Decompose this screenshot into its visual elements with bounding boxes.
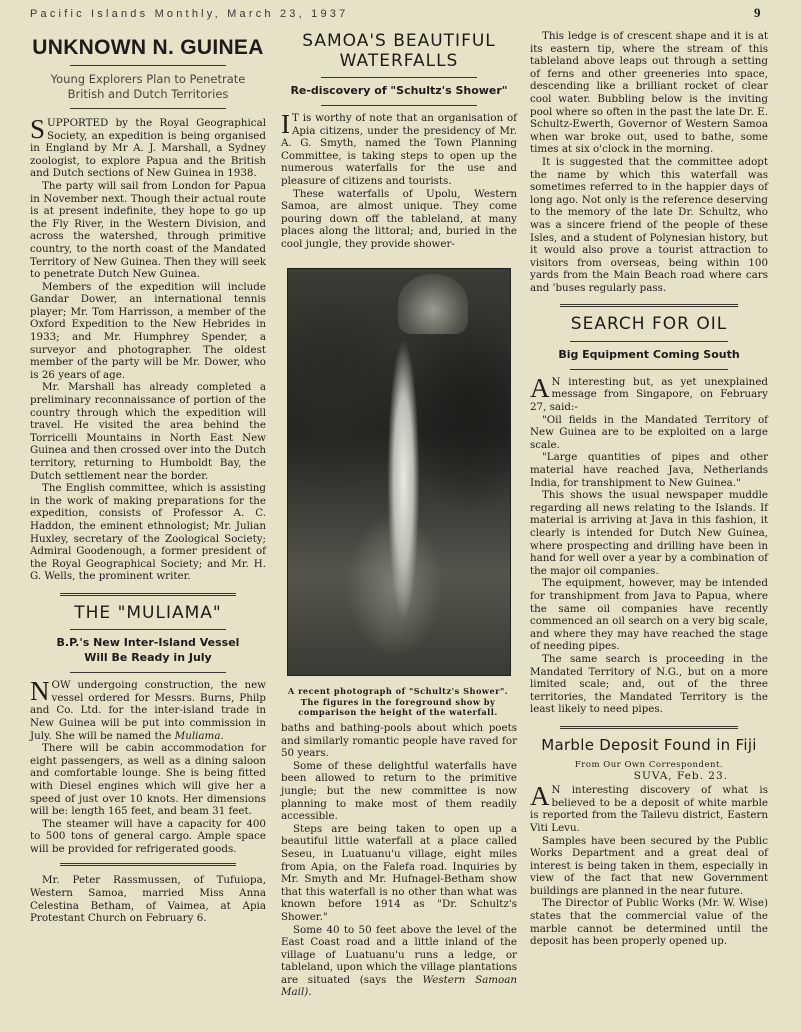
guinea-subheadline: Young Explorers Plan to Penetrate British and Dutch Territories	[50, 72, 246, 102]
photo-caption: A recent photograph of "Schultz's Shower". The figures in the foreground show by comparison the height of the waterfall.	[287, 686, 509, 717]
wedding-notice: Mr. Peter Rassmussen, of Tufuiopa, Western Samoa, married Miss Anna Celestina Betham, of Vaimea, at Apia Protestant Church on February 6.	[30, 874, 266, 925]
divider	[321, 105, 477, 106]
double-divider	[560, 726, 738, 729]
dateline: From Our Own Correspondent.	[574, 760, 724, 771]
place-date: SUVA, Feb. 23.	[633, 770, 728, 783]
source-name: Western Samoan Mail).	[281, 973, 517, 999]
guinea-paragraph: The English committee, which is assisting in the work of making preparations for the expedition, consists of Professor A. C. Haddon, the eminent ethnologist; Mr. Julian Huxley, secretary of the Zoological Society; Admiral Goodenough, a former president of the Royal Geographical Society; and Mr. H. G. Wells, the prominent writer.	[30, 482, 266, 583]
guinea-paragraph: The party will sail from London for Papua in November next. Though their actual route is at present indefinite, they hope to go up the Fly River, in the Western Division, and across the watershed, through primitive country, to the north coast of the Mandated Territory of New Guinea. Then they will seek to penetrate Dutch New Guinea.	[30, 179, 266, 281]
palm-silhouette	[398, 274, 468, 334]
samoa-paragraph	[281, 924, 517, 1000]
samoa-paragraph: Some of these delightful waterfalls have been allowed to return to the primitive jungle; but the new committee is now planning to make most of them readily accessible.	[281, 759, 517, 823]
divider	[570, 341, 728, 342]
oil-article	[530, 372, 768, 716]
oil-paragraph: The equipment, however, may be intended for transhipment from Java to Papua, where the same oil companies have recently commenced an oil search on a very big scale, and where they may have reached the stage of needing pipes.	[530, 577, 768, 653]
column-right	[530, 30, 768, 948]
oil-subheadline: Big Equipment Coming South	[558, 348, 740, 362]
muliama-headline: THE "MULIAMA"	[74, 602, 222, 623]
column-middle	[281, 30, 517, 250]
samoa-paragraph: Steps are being taken to open up a beautiful little waterfall at a place called Seseu, in Luatuanu'u village, eight miles from Apia, on the Falefa road. Inquiries by Mr. Smyth and Mr. Hufnagel-Betham show that this waterfall is no other than what was known before 1914 as "Dr. Schultz's Shower."	[281, 822, 517, 923]
divider	[321, 77, 477, 78]
muliama-paragraph	[30, 676, 266, 742]
divider	[70, 672, 226, 673]
muliama-subheadline: B.P.'s New Inter-Island Vessel Will Be Ready in July	[56, 636, 240, 665]
marble-article	[530, 781, 768, 948]
page-number: 9	[754, 5, 761, 20]
guinea-paragraph: Members of the expedition will include Gandar Dower, an international tennis player; Mr. Tom Harrisson, a member of the Oxford Expedition to the New Hebrides in 1933; and Mr. Humphrey Spender, a surveyor and photographer. The oldest member of the party will be Mr. Dower, who is 26 years of age.	[30, 280, 266, 381]
muliama-article	[30, 676, 266, 855]
ship-name: Muliama.	[174, 729, 224, 742]
samoa-paragraph: It is suggested that the committee adopt the name by which this waterfall was sometimes referred to in the happier days of long ago. Not only is the reference deserving to the memory of the late Dr. Schultz, who was a sincere friend of the people of these Isles, and a student of Polynesian history, but it would also prove a tourist attraction to visitors from overseas, being within 100 yards from the Main Beach road where cars and 'buses regularly pass.	[530, 155, 768, 294]
muliama-intro: NOW undergoing construction, the new vessel ordered for Messrs. Burns, Philp and Co. Ltd. for the inter-island trade in New Guinea will be put into commission in July. She will be named the	[30, 676, 266, 742]
double-divider	[560, 304, 738, 307]
samoa-article-top	[281, 108, 517, 251]
guinea-paragraph: SUPPORTED by the Royal Geographical Society, an expedition is being organised in England by Mr A. J. Marshall, a Sydney zoologist, to explore Papua and the British and Dutch sections of New Guinea in 1938.	[30, 113, 266, 180]
running-head: Pacific Islands Monthly, March 23, 1937	[30, 8, 349, 20]
divider	[70, 65, 226, 66]
oil-headline: SEARCH FOR OIL	[570, 314, 728, 335]
muliama-paragraph: The steamer will have a capacity for 400 to 500 tons of general cargo. Ample space will be provided for refrigerated goods.	[30, 817, 266, 855]
oil-paragraph: This shows the usual newspaper muddle regarding all news relating to the Islands. If material is arriving at Java in this fashion, it clearly is intended for Dutch New Guinea, where prospecting and drilling have been in hand for well over a year by a combination of the major oil companies.	[530, 489, 768, 577]
samoa-subheadline: Re-discovery of "Schultz's Shower"	[290, 84, 508, 98]
guinea-article	[30, 113, 266, 583]
waterfall-photo	[287, 268, 511, 676]
divider	[570, 369, 728, 370]
guinea-paragraph: Mr. Marshall has already completed a preliminary reconnaissance of portion of the country through which the expedition will travel. He visited the area behind the Torricelli Mountains in North East New Guinea and then crossed over into the Dutch territory, returning to Humboldt Bay, the Dutch settlement near the border.	[30, 381, 266, 482]
oil-paragraph: "Oil fields in the Mandated Territory of New Guinea are to be exploited on a large scale.	[530, 413, 768, 451]
samoa-paragraph: This ledge is of crescent shape and it is at its eastern tip, where the stream of this tableland above leaps out through a setting of ferns and other greeneries into space, descending like a brilliant rocket of clear cool water. Bubbling below is the inviting pool where so often in the past the late Dr. E. Schultz-Ewerth, Governor of Western Samoa when war broke out, used to bathe, some times at six o'clock in the morning.	[530, 30, 768, 156]
oil-paragraph: AN interesting but, as yet unexplained message from Singapore, on February 27, said:-	[530, 372, 768, 414]
double-divider	[60, 863, 236, 866]
marble-paragraph: AN interesting discovery of what is believed to be a deposit of white marble is reported from the Tailevu district, Eastern Viti Levu.	[530, 781, 768, 834]
guinea-headline: UNKNOWN N. GUINEA	[32, 36, 264, 59]
samoa-article-bottom	[281, 722, 517, 999]
divider	[70, 629, 226, 630]
samoa-ledge-text: Some 40 to 50 feet above the level of the East Coast road and a little inland of the village of Luatuanu'u runs a ledge, or tableland, upon which the village plantations are situated (says the	[281, 923, 517, 986]
oil-paragraph: "Large quantities of pipes and other material have reached Java, Netherlands India, for transhipment to New Guinea."	[530, 451, 768, 489]
muliama-paragraph: There will be cabin accommodation for eight passengers, as well as a dining saloon and comfortable lounge. She is being fitted with Diesel engines which will give her a speed of just over 10 knots. Her dimensions will be: length 165 feet, and beam 31 feet.	[30, 742, 266, 818]
marble-paragraph: Samples have been secured by the Public Works Department and a great deal of interest is being taken in them, especially in view of the fact that new Government buildings are planned in the near future.	[530, 834, 768, 897]
column-left	[30, 30, 266, 925]
samoa-paragraph: These waterfalls of Upolu, Western Samoa, are almost unique. They come pouring down off the tableland, at many places along the littoral; and, buried in the cool jungle, they provide shower-	[281, 187, 517, 250]
samoa-paragraph: IT is worthy of note that an organisation of Apia citizens, under the presidency of Mr. A. G. Smyth, named the Town Planning Committee, is taking steps to open up the numerous waterfalls for the use and pleasure of citizens and tourists.	[281, 108, 517, 187]
marble-paragraph: The Director of Public Works (Mr. W. Wise) states that the commercial value of the marble cannot be determined until the deposit has been properly opened up.	[530, 897, 768, 948]
samoa-headline: SAMOA'S BEAUTIFUL WATERFALLS	[302, 31, 496, 71]
samoa-paragraph: baths and bathing-pools about which poets and similarly romantic people have raved for 50 years.	[281, 722, 517, 760]
oil-paragraph: The same search is proceeding in the Mandated Territory of N.G., but on a more limited scale; and, out of the three territories, the Mandated Territory is the least likely to need pipes.	[530, 652, 768, 716]
marble-headline: Marble Deposit Found in Fiji	[541, 735, 757, 754]
samoa-article-continued	[530, 30, 768, 294]
divider	[70, 108, 226, 109]
double-divider	[60, 593, 236, 596]
